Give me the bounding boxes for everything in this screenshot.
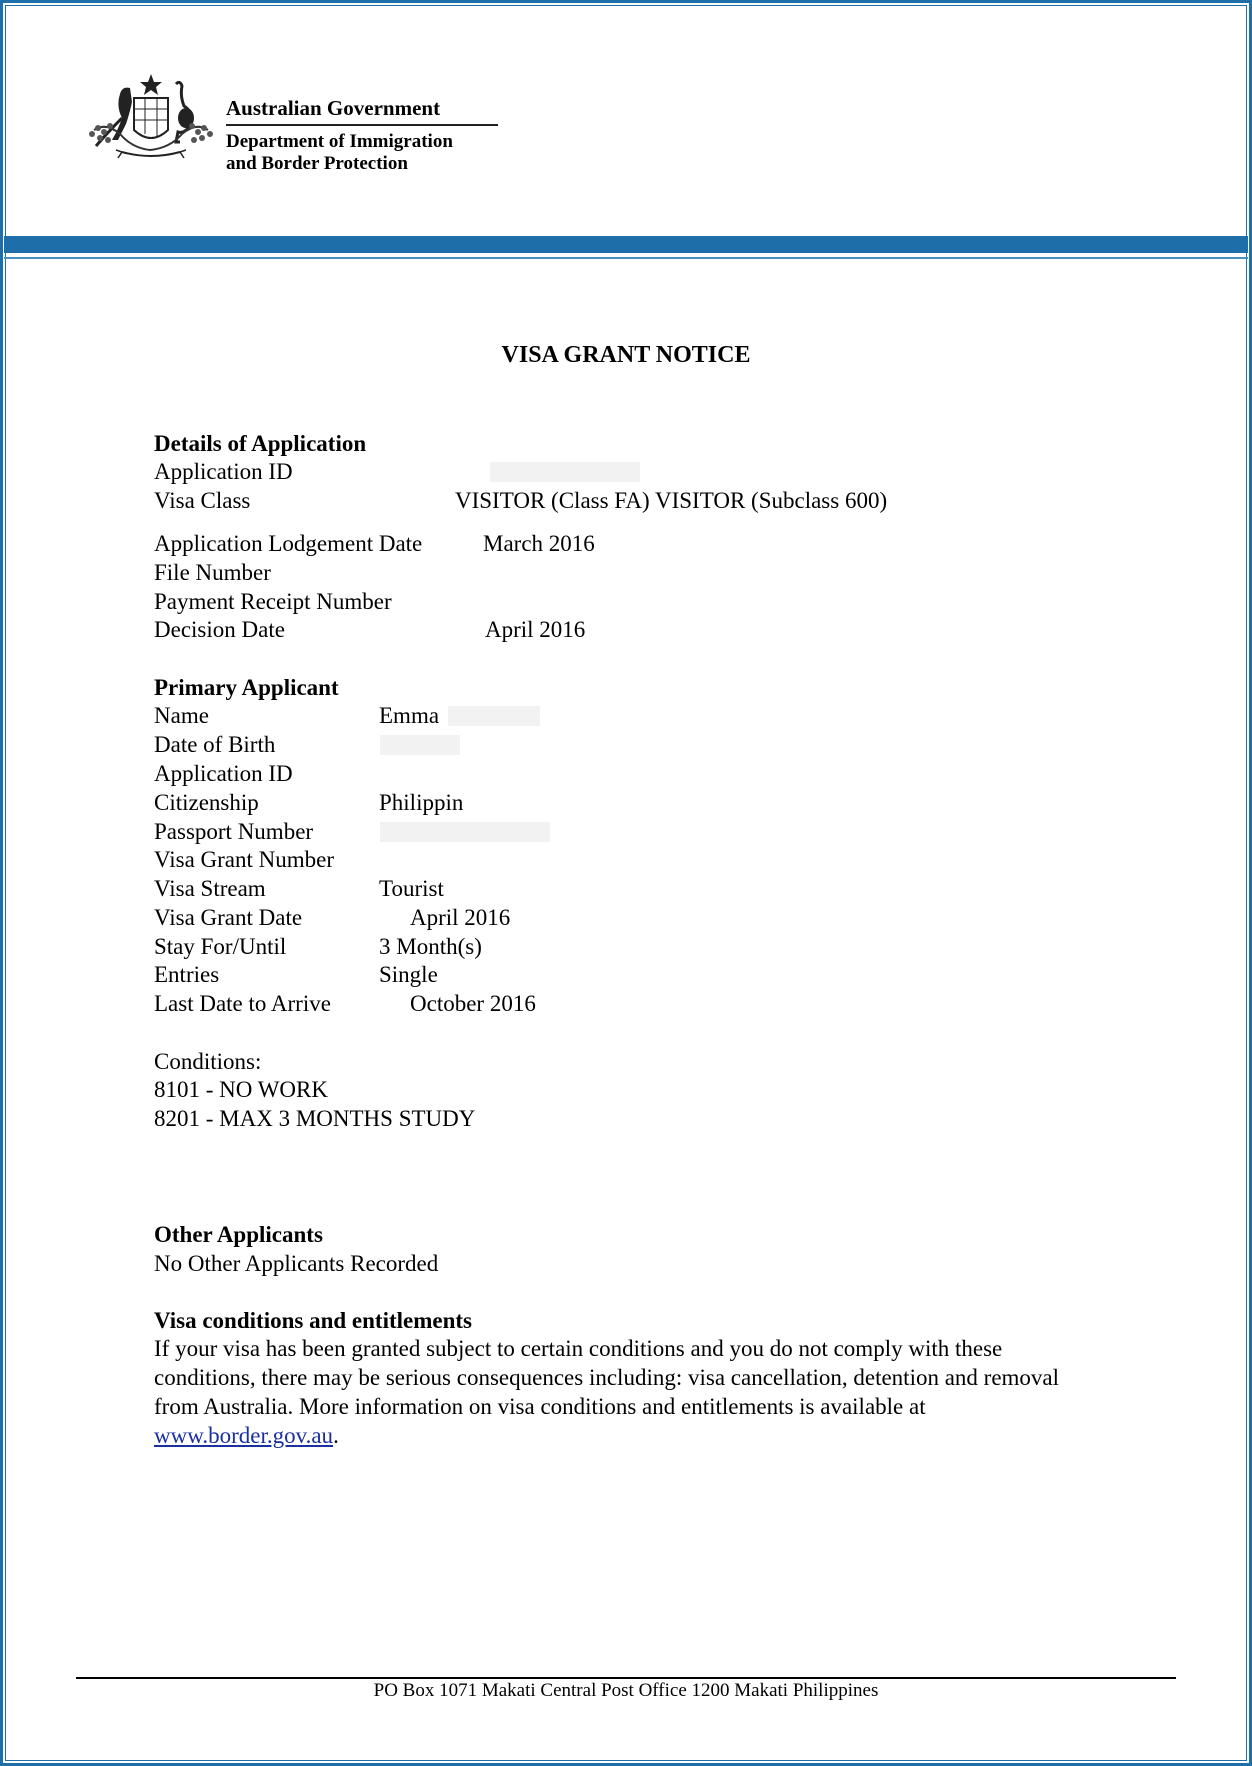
visa-grant-date-value: April 2016 [410, 905, 511, 930]
other-applicants-heading: Other Applicants [154, 1222, 323, 1247]
stay-value: 3 Month(s) [379, 934, 482, 959]
applicant-id-row [154, 760, 293, 788]
name-label: Name [154, 703, 209, 728]
name-value: Emma [379, 703, 440, 728]
lodgement-date-label: Application Lodgement Date [154, 531, 423, 556]
decision-date-label: Decision Date [154, 617, 285, 642]
other-applicants-text: No Other Applicants Recorded [154, 1251, 439, 1276]
decision-date-row [154, 616, 586, 644]
citizenship-label: Citizenship [154, 790, 259, 815]
conditions-label: Conditions: [154, 1049, 262, 1074]
redacted-application-id [490, 462, 640, 482]
visa-grant-date-row [154, 904, 511, 932]
condition-item: 8201 - MAX 3 MONTHS STUDY [154, 1106, 476, 1131]
entitlements-text: If your visa has been granted subject to certain conditions and you do not comply with these conditions, there may be serious consequences including: visa cancellation, detention and removal from Australia. More information on visa conditions and entitlements is available at [154, 1336, 1060, 1419]
header-band [4, 236, 1248, 253]
payment-receipt-row [154, 588, 392, 616]
condition-item: 8101 - NO WORK [154, 1077, 328, 1102]
department-line-2: and Border Protection [226, 153, 408, 174]
decision-date-value: April 2016 [485, 617, 586, 642]
coat-of-arms-icon [86, 72, 216, 164]
citizenship-value: Philippin [379, 790, 464, 815]
footer-address: PO Box 1071 Makati Central Post Office 1200 Makati Philippines [373, 1680, 879, 1701]
government-name: Australian Government [226, 96, 441, 120]
application-id-label: Application ID [154, 459, 293, 484]
redacted-date-of-birth [380, 735, 460, 755]
citizenship-row [154, 789, 464, 817]
border-website-link[interactable]: www.border.gov.au [154, 1423, 334, 1448]
passport-number-label: Passport Number [154, 819, 314, 844]
stay-label: Stay For/Until [154, 934, 287, 959]
redacted-passport-number [380, 822, 550, 842]
visa-class-label: Visa Class [154, 488, 251, 513]
visa-stream-row [154, 875, 444, 903]
visa-class-value: VISITOR (Class FA) VISITOR (Subclass 600) [455, 488, 888, 513]
department-line-1: Department of Immigration [226, 131, 453, 152]
stay-row [154, 933, 482, 961]
header-band-line [4, 257, 1248, 259]
agency-name [226, 96, 498, 175]
trailing-period: . [333, 1423, 339, 1448]
agency-divider [226, 124, 498, 126]
last-date-value: October 2016 [410, 991, 536, 1016]
footer-divider [76, 1677, 1176, 1679]
last-date-row [154, 990, 536, 1018]
visa-stream-value: Tourist [379, 876, 444, 901]
name-row [154, 702, 440, 730]
visa-grant-number-label: Visa Grant Number [154, 847, 335, 872]
file-number-label: File Number [154, 560, 271, 585]
entitlements-heading: Visa conditions and entitlements [154, 1308, 472, 1333]
last-date-label: Last Date to Arrive [154, 991, 331, 1016]
payment-receipt-label: Payment Receipt Number [154, 589, 392, 614]
primary-applicant-heading: Primary Applicant [154, 675, 339, 700]
application-heading: Details of Application [154, 431, 367, 456]
file-number-row [154, 559, 271, 587]
applicant-id-label: Application ID [154, 761, 293, 786]
entries-row [154, 961, 438, 989]
lodgement-date-row [154, 530, 595, 558]
redacted-surname [448, 706, 540, 726]
passport-number-row [154, 818, 313, 846]
entitlements-paragraph [154, 1334, 1104, 1450]
entries-label: Entries [154, 962, 220, 987]
date-of-birth-label: Date of Birth [154, 732, 276, 757]
visa-stream-label: Visa Stream [154, 876, 266, 901]
visa-grant-date-label: Visa Grant Date [154, 905, 303, 930]
date-of-birth-row [154, 731, 275, 759]
visa-class-row [154, 487, 888, 515]
visa-grant-number-row [154, 846, 334, 874]
entries-value: Single [379, 962, 438, 987]
lodgement-date-value: March 2016 [483, 531, 595, 556]
application-id-row [154, 458, 293, 486]
document-title: VISA GRANT NOTICE [501, 342, 751, 368]
